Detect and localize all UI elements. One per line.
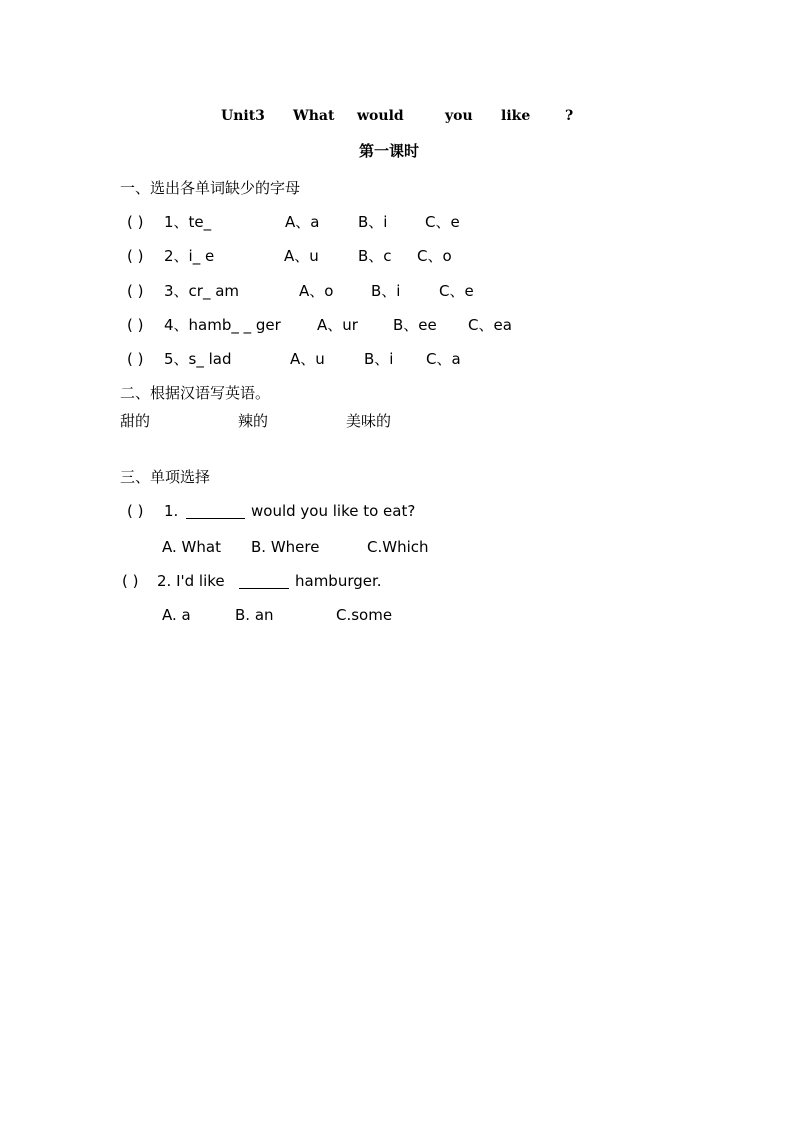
option-a: A、u: [290, 350, 325, 368]
item-word: 2、i_ e: [164, 247, 215, 265]
item-word: 5、s_ lad: [164, 350, 232, 368]
option-c: C、a: [426, 350, 461, 368]
question-number: 2. I'd like: [157, 572, 225, 590]
item-word: 4、hamb_ _ ger: [164, 316, 281, 334]
answer-paren: ( ): [127, 247, 144, 265]
answer-paren: ( ): [122, 572, 139, 590]
option-b: B、c: [358, 247, 392, 265]
title-word-what: What: [293, 108, 335, 124]
option-a: A. a: [162, 606, 191, 624]
title-word-unit: Unit3: [221, 108, 265, 124]
chinese-word: 辣的: [238, 412, 269, 430]
option-a: A、ur: [317, 316, 358, 334]
title-word-you: you: [445, 108, 473, 124]
item-word: 3、cr_ am: [164, 282, 240, 300]
answer-paren: ( ): [127, 282, 144, 300]
title-question-mark: ?: [565, 108, 574, 124]
answer-paren: ( ): [127, 502, 144, 520]
question-text: would you like to eat?: [251, 502, 416, 520]
chinese-word: 甜的: [120, 412, 151, 430]
option-c: C、o: [417, 247, 452, 265]
question-number: 1.: [164, 502, 179, 520]
answer-paren: ( ): [127, 350, 144, 368]
chinese-word: 美味的: [346, 412, 392, 430]
option-b: B、i: [364, 350, 394, 368]
title-word-would: would: [357, 108, 404, 124]
option-b: B. Where: [251, 538, 320, 556]
section2-heading: 二、根据汉语写英语。: [120, 384, 271, 402]
option-c: C.Which: [367, 538, 429, 556]
section1-heading: 一、选出各单词缺少的字母: [120, 179, 301, 197]
option-a: A、o: [299, 282, 334, 300]
title-word-like: like: [501, 108, 531, 124]
option-c: C、ea: [468, 316, 512, 334]
answer-paren: ( ): [127, 213, 144, 231]
option-c: C、e: [439, 282, 474, 300]
question-text: hamburger.: [295, 572, 382, 590]
option-b: B、ee: [393, 316, 437, 334]
option-b: B. an: [235, 606, 274, 624]
section3-heading: 三、单项选择: [120, 468, 211, 486]
option-c: C.some: [336, 606, 393, 624]
option-a: A、a: [285, 213, 320, 231]
option-b: B、i: [358, 213, 388, 231]
answer-blank: [239, 574, 289, 589]
answer-paren: ( ): [127, 316, 144, 334]
answer-blank: [186, 504, 245, 519]
item-word: 1、te_: [164, 213, 212, 231]
option-c: C、e: [425, 213, 460, 231]
option-a: A、u: [284, 247, 319, 265]
option-a: A. What: [162, 538, 221, 556]
lesson-subtitle: 第一课时: [359, 142, 420, 160]
option-b: B、i: [371, 282, 401, 300]
